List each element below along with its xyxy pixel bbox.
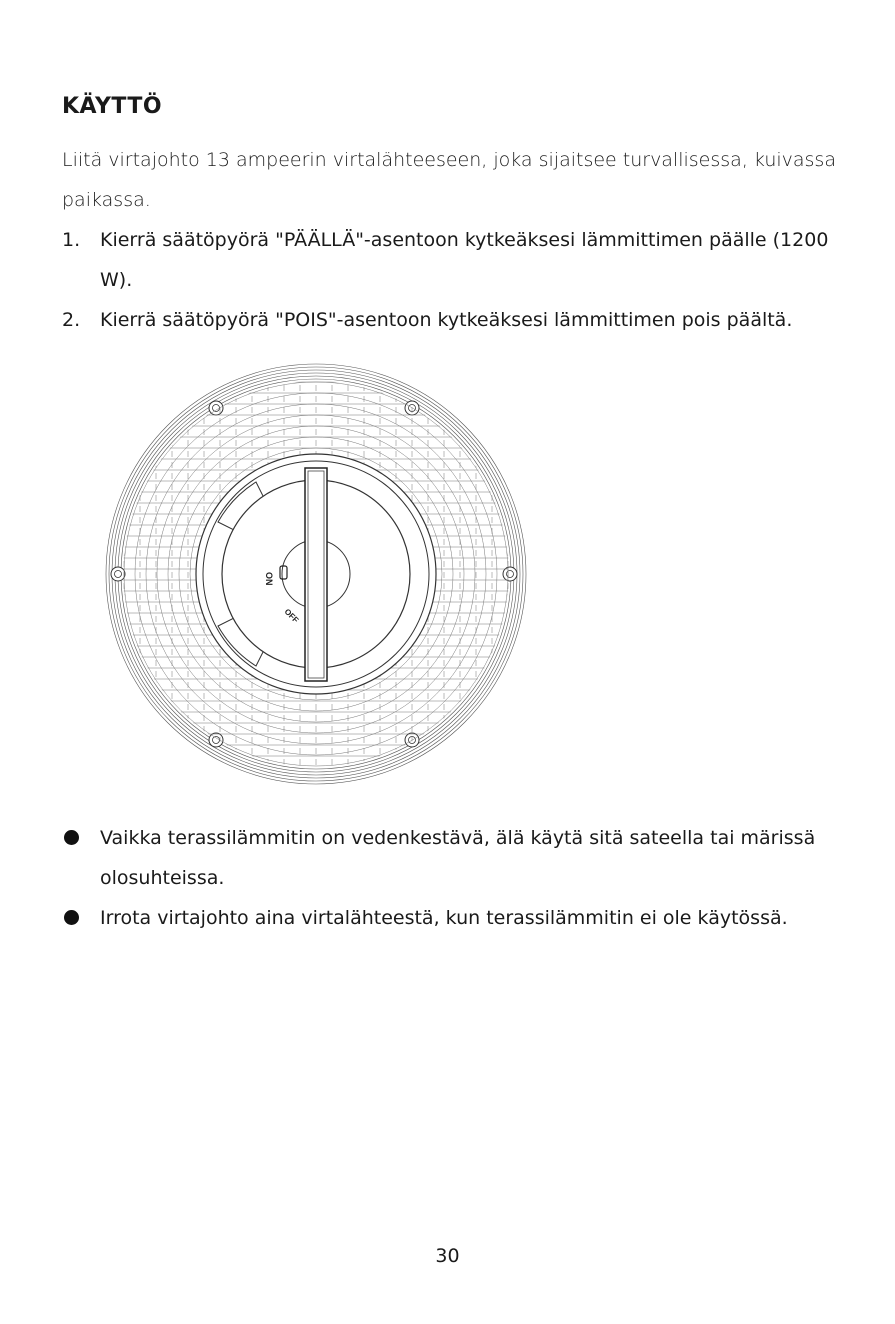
step-number: 1. <box>62 229 81 251</box>
on-label: ON <box>264 572 274 586</box>
instruction-step <box>62 220 852 300</box>
warning-text: Vaikka terassilämmitin on vedenkestävä, älä käytä sitä sateella tai märissä olosuhteissa. <box>100 827 816 889</box>
screw-icon <box>111 567 125 581</box>
warning-item <box>62 898 862 938</box>
warning-list <box>62 818 862 938</box>
bullet-icon <box>64 830 79 845</box>
instruction-list <box>62 220 852 340</box>
intro-paragraph: Liitä virtajohto 13 ampeerin virtalähteeseen, joka sijaitsee turvallisessa, kuivassa paikassa. <box>62 149 836 211</box>
step-text: Kierrä säätöpyörä "PÄÄLLÄ"-asentoon kytkeäksesi lämmittimen päälle (1200 W). <box>100 229 829 291</box>
warning-text: Irrota virtajohto aina virtalähteestä, kun terassilämmitin ei ole käytössä. <box>100 907 788 929</box>
warning-item <box>62 818 862 898</box>
heater-control-illustration <box>96 362 536 802</box>
instruction-step <box>62 300 852 340</box>
step-number: 2. <box>62 309 81 331</box>
page-number: 30 <box>435 1245 460 1267</box>
section-heading: KÄYTTÖ <box>62 94 163 119</box>
off-label: OFF <box>282 607 301 625</box>
bullet-icon <box>64 910 79 925</box>
heater-top-view-drawing <box>96 362 536 802</box>
step-text: Kierrä säätöpyörä "POIS"-asentoon kytkeäksesi lämmittimen pois päältä. <box>100 309 793 331</box>
